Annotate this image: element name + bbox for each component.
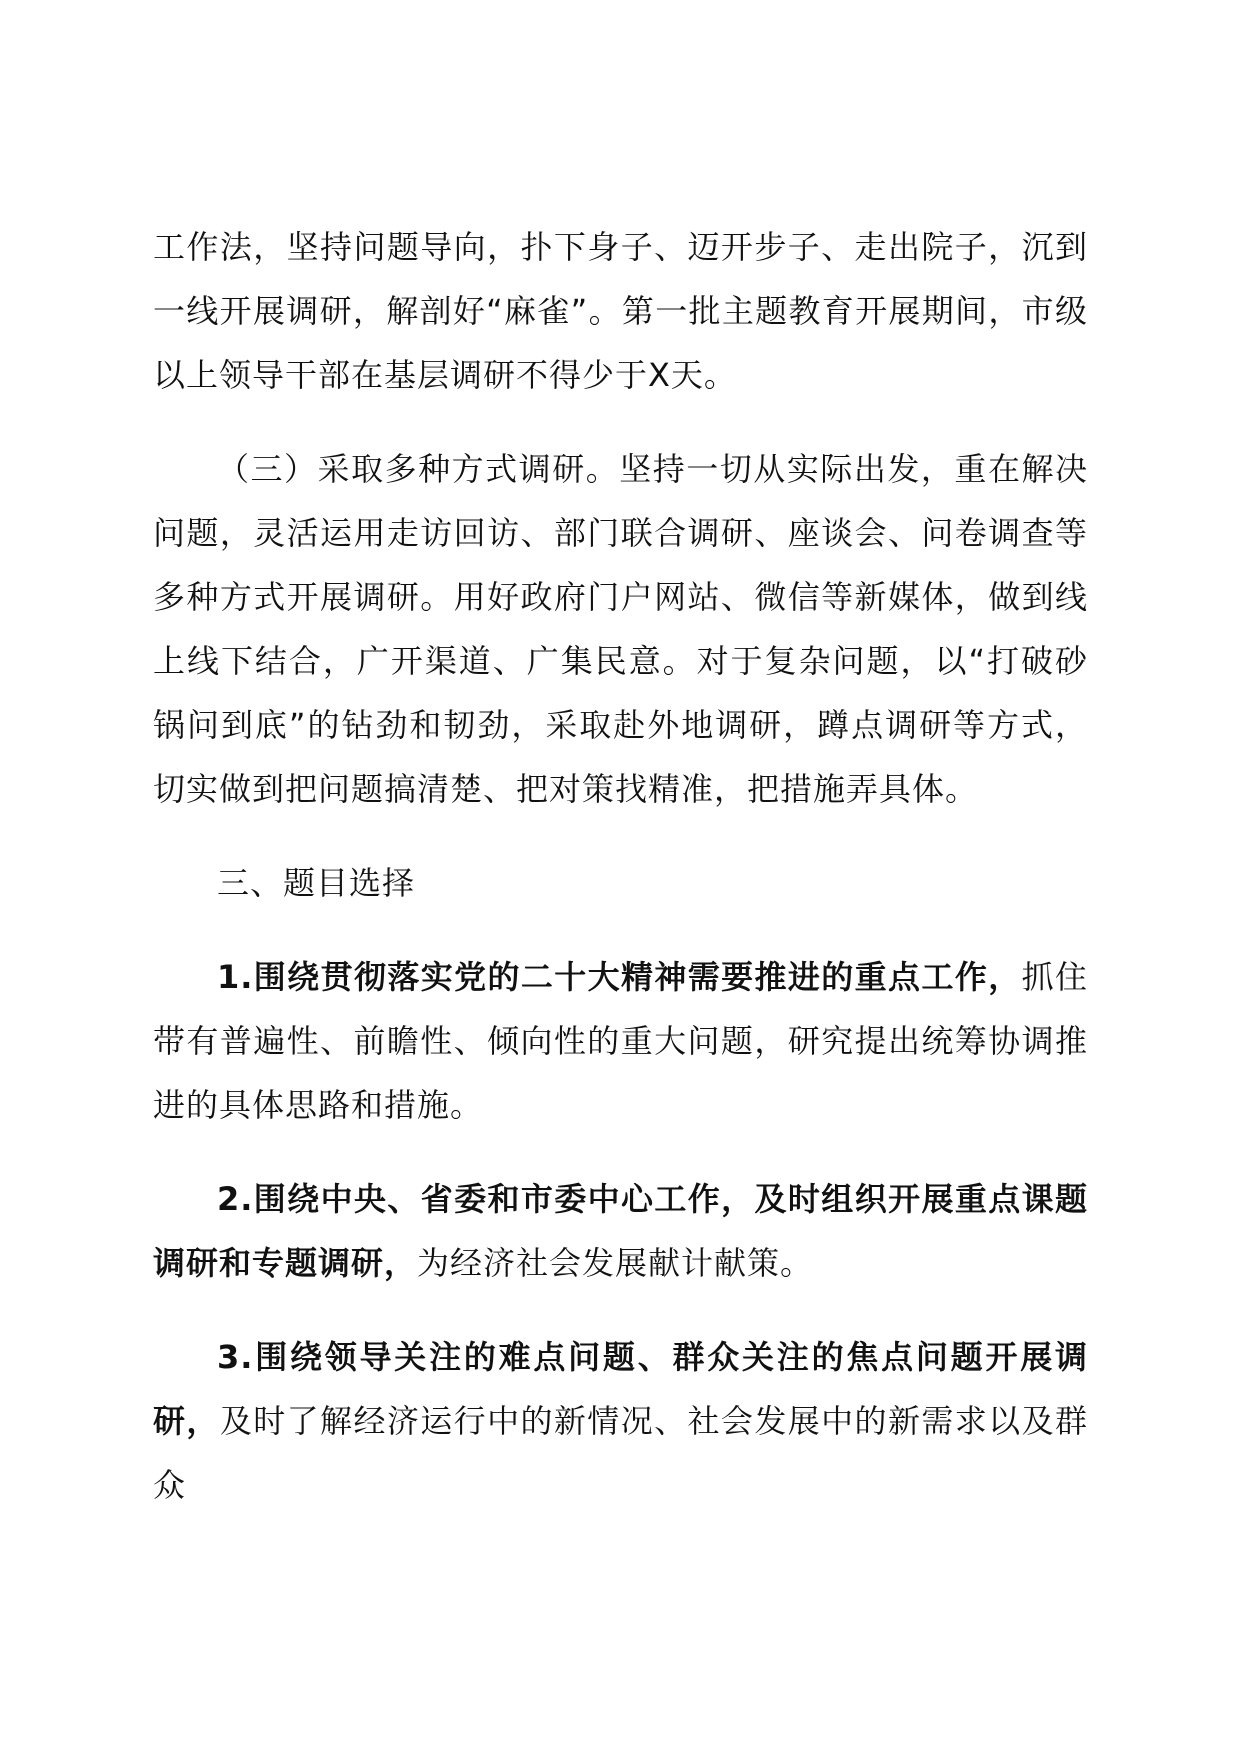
document-body (153, 215, 1088, 1517)
topic-item-lead: 2.围绕中央、省委和市委中心工作，及时组织开展重点课题调研和专题调研， (153, 1180, 1088, 1282)
paragraph-text: 工作法，坚持问题导向，扑下身子、迈开步子、走出院子，沉到一线开展调研，解剖好“麻雀”。第一批主题教育开展期间，市级以上领导干部在基层调研不得少于X天。 (153, 228, 1088, 394)
topic-item-text: 抓住带有普遍性、前瞻性、倾向性的重大问题，研究提出统筹协调推进的具体思路和措施。 (153, 958, 1088, 1124)
topic-item-text: 为经济社会发展献计献策。 (417, 1244, 814, 1282)
topic-item-lead: 1.围绕贯彻落实党的二十大精神需要推进的重点工作， (217, 958, 1022, 996)
heading-text: 三、题目选择 (217, 864, 416, 902)
topic-item-3 (153, 1325, 1088, 1517)
topic-item-lead: 3.围绕领导关注的难点问题、群众关注的焦点问题开展调研， (153, 1338, 1088, 1440)
section-heading-topic-selection (153, 851, 1088, 915)
topic-item-2 (153, 1167, 1088, 1295)
paragraph-continuation (153, 215, 1088, 407)
paragraph-text: （三）采取多种方式调研。坚持一切从实际出发，重在解决问题，灵活运用走访回访、部门联合调研、座谈会、问卷调查等多种方式开展调研。用好政府门户网站、微信等新媒体，做到线上线下结合，广开渠道、广集民意。对于复杂问题，以“打破砂锅问到底”的钻劲和韧劲，采取赴外地调研，蹲点调研等方式，切实做到把问题搞清楚、把对策找精准，把措施弄具体。 (153, 450, 1088, 808)
topic-item-text: 及时了解经济运行中的新情况、社会发展中的新需求以及群众 (153, 1402, 1088, 1504)
topic-item-1 (153, 945, 1088, 1137)
paragraph-survey-methods (153, 437, 1088, 821)
